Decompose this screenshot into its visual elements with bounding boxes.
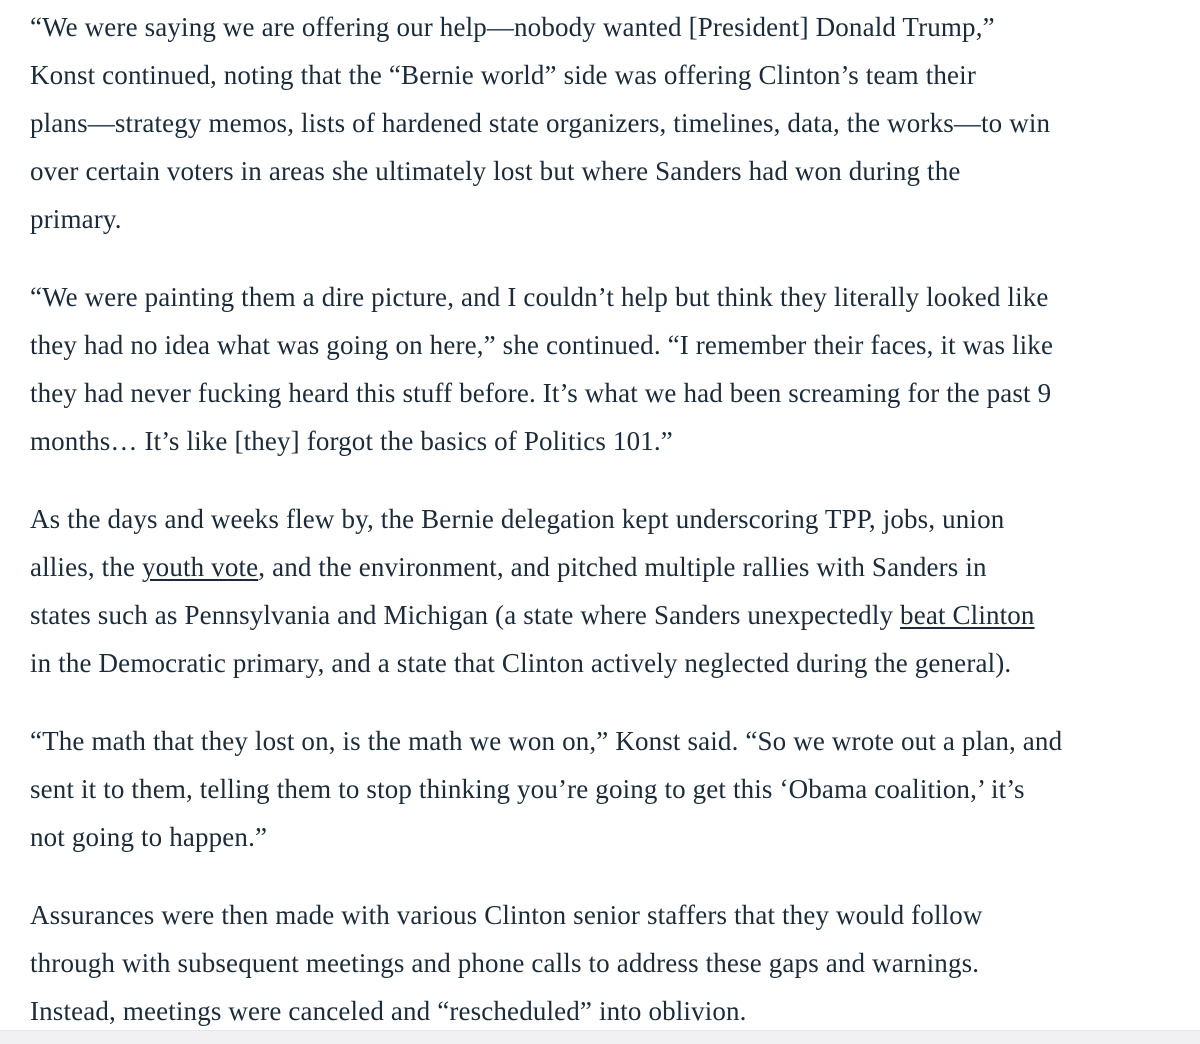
text-line: [30, 717, 1172, 765]
text-segment: “We were painting them a dire picture, and I couldn’t help but think they literally looked like: [30, 282, 1049, 312]
text-segment: allies, the: [30, 552, 143, 582]
text-segment: plans—strategy memos, lists of hardened state organizers, timelines, data, the works—to win: [30, 108, 1051, 138]
text-line: [30, 813, 1172, 861]
text-segment: through with subsequent meetings and phone calls to address these gaps and warnings.: [30, 948, 980, 978]
text-line: [30, 939, 1172, 987]
text-segment: over certain voters in areas she ultimately lost but where Sanders had won during the: [30, 156, 961, 186]
paragraph: [30, 495, 1172, 687]
text-line: [30, 765, 1172, 813]
paragraph: [30, 3, 1172, 243]
text-segment: “The math that they lost on, is the math we won on,” Konst said. “So we wrote out a plan, and: [30, 726, 1063, 756]
text-segment: months… It’s like [they] forgot the basics of Politics 101.”: [30, 426, 673, 456]
text-line: [30, 891, 1172, 939]
text-segment: Instead, meetings were canceled and “rescheduled” into oblivion.: [30, 996, 747, 1026]
text-segment: Assurances were then made with various Clinton senior staffers that they would follow: [30, 900, 983, 930]
link-beat-clinton[interactable]: beat Clinton: [900, 600, 1035, 630]
text-line: [30, 147, 1172, 195]
text-line: [30, 417, 1172, 465]
paragraph: [30, 273, 1172, 465]
text-line: [30, 495, 1172, 543]
text-line: [30, 195, 1172, 243]
text-line: [30, 3, 1172, 51]
text-segment: primary.: [30, 204, 122, 234]
bottom-bar: [0, 1030, 1200, 1044]
text-line: [30, 369, 1172, 417]
paragraph: [30, 891, 1172, 1035]
text-segment: Konst continued, noting that the “Bernie world” side was offering Clinton’s team their: [30, 60, 976, 90]
text-segment: they had never fucking heard this stuff before. It’s what we had been screaming for the past 9: [30, 378, 1052, 408]
link-youth-vote[interactable]: youth vote: [142, 552, 259, 582]
text-segment: sent it to them, telling them to stop thinking you’re going to get this ‘Obama coalition,’ it’s: [30, 774, 1025, 804]
text-segment: , and the environment, and pitched multiple rallies with Sanders in: [258, 552, 987, 582]
text-segment: not going to happen.”: [30, 822, 268, 852]
text-line: [30, 51, 1172, 99]
text-line: [30, 987, 1172, 1035]
text-segment: states such as Pennsylvania and Michigan (a state where Sanders unexpectedly: [30, 600, 901, 630]
text-line: [30, 99, 1172, 147]
text-segment: they had no idea what was going on here,” she continued. “I remember their faces, it was like: [30, 330, 1054, 360]
text-segment: As the days and weeks flew by, the Bernie delegation kept underscoring TPP, jobs, union: [30, 504, 1005, 534]
text-line: [30, 273, 1172, 321]
paragraph: [30, 717, 1172, 861]
text-line: [30, 321, 1172, 369]
text-line: [30, 591, 1172, 639]
text-segment: “We were saying we are offering our help—nobody wanted [President] Donald Trump,”: [30, 12, 995, 42]
text-segment: in the Democratic primary, and a state that Clinton actively neglected during the general).: [30, 648, 1012, 678]
text-line: [30, 543, 1172, 591]
text-line: [30, 639, 1172, 687]
